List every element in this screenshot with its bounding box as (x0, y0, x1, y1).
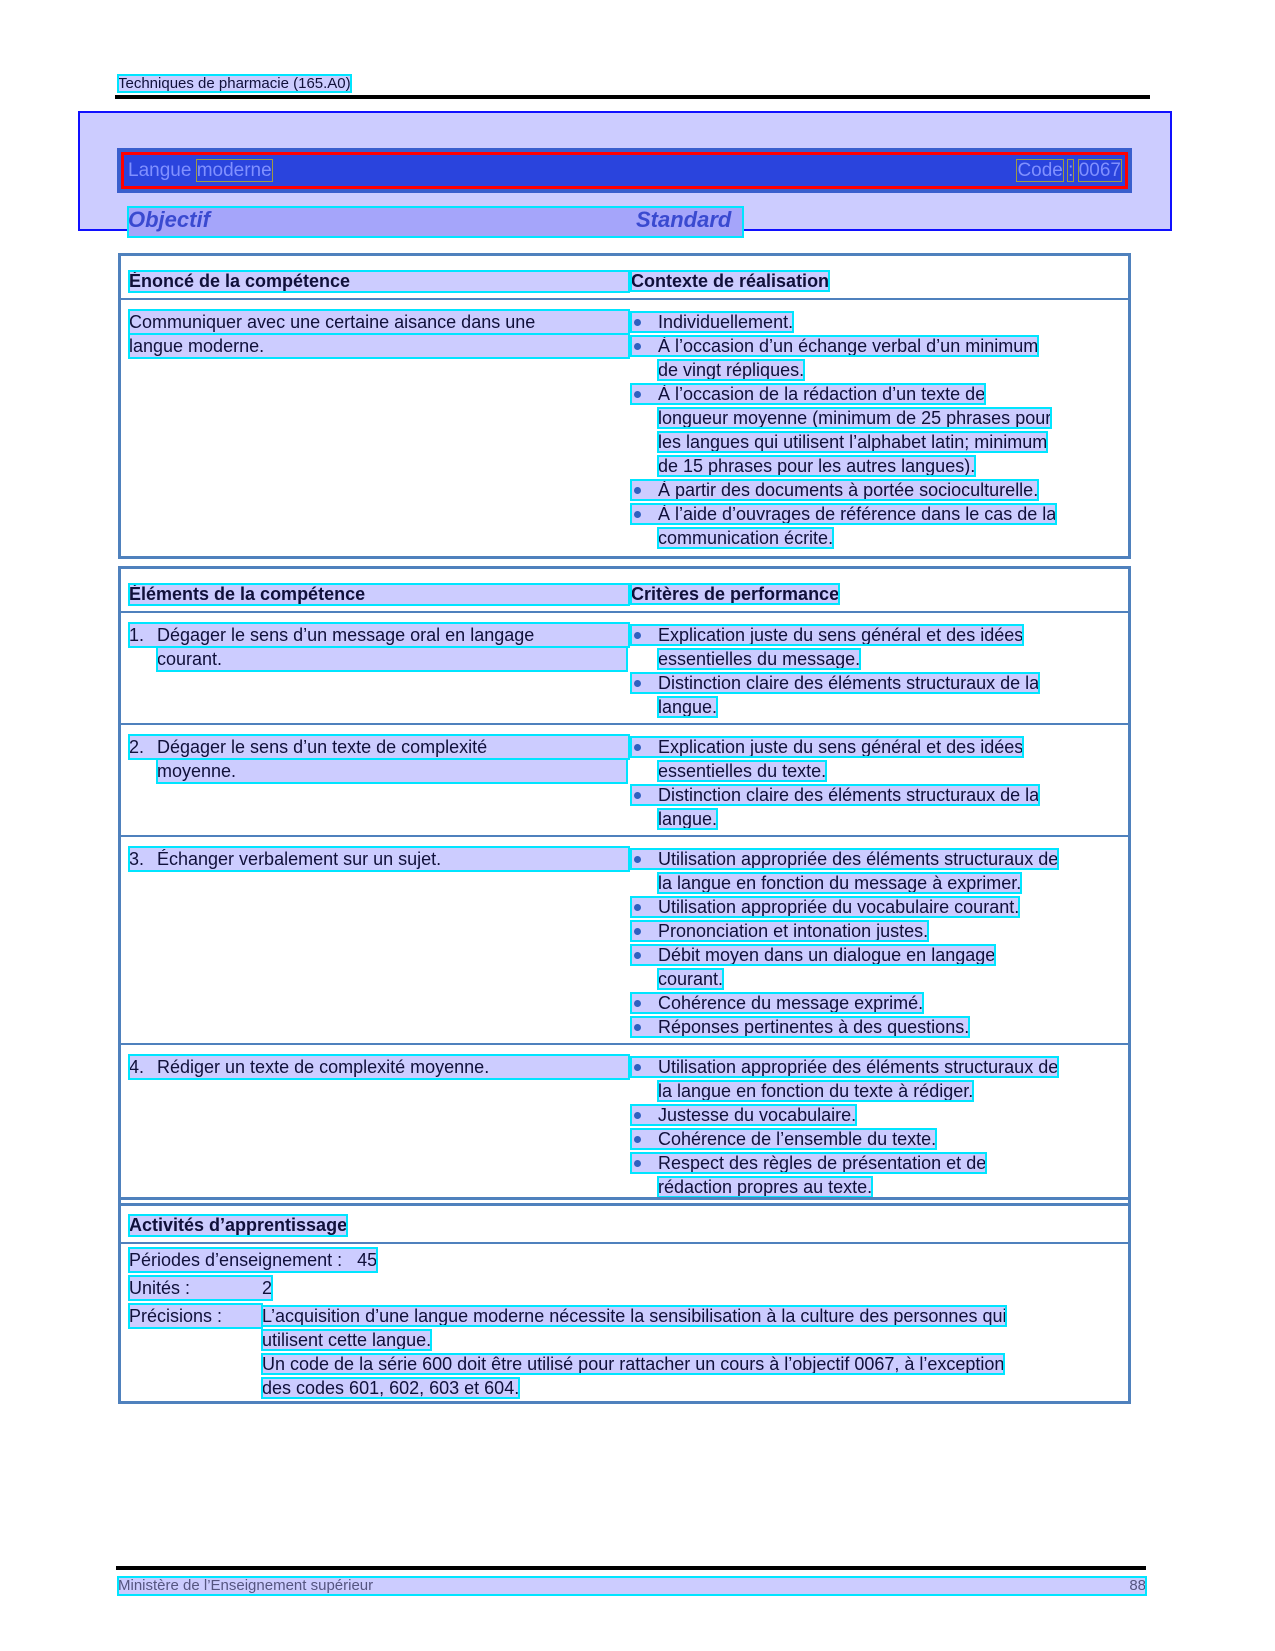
element-line-text: moyenne. (157, 759, 627, 783)
bullet-line (658, 807, 1128, 831)
bullet-icon (634, 343, 641, 350)
element-row (121, 613, 1128, 725)
element-text (121, 623, 631, 719)
bullet-line (658, 382, 1128, 406)
bullet-icon (634, 1024, 641, 1031)
bullet-text: Justesse du vocabulaire. (631, 1105, 856, 1125)
bullet-text: langue. (658, 809, 718, 829)
bullet-line (658, 1079, 1128, 1103)
code-label: Code (1017, 159, 1063, 181)
bullet-item (631, 1127, 1128, 1151)
element-label: Échanger verbalement sur un sujet. (157, 849, 442, 869)
bullet-text: Utilisation appropriée des éléments structuraux de (631, 849, 1058, 869)
bullet-text: de 15 phrases pour les autres langues). (658, 456, 976, 476)
bullet-icon (634, 1136, 641, 1143)
bullet-line (658, 406, 1128, 430)
element-row (121, 1045, 1128, 1203)
code-value: 0067 (1078, 159, 1121, 181)
bullet-item (631, 671, 1128, 719)
criteria-list (631, 735, 1128, 831)
element-row (121, 837, 1128, 1045)
bullet-line (658, 310, 1128, 334)
bullet-text: Respect des règles de présentation et de (631, 1153, 986, 1173)
bullet-line (658, 526, 1128, 550)
bullet-icon (634, 792, 641, 799)
bullet-icon (634, 744, 641, 751)
enonce-line (129, 310, 631, 334)
bullet-icon (634, 952, 641, 959)
unites-value: 2 (262, 1278, 273, 1298)
bullet-text: Cohérence de l’ensemble du texte. (631, 1129, 936, 1149)
precision-line (262, 1376, 1006, 1400)
bullet-icon (634, 1160, 641, 1167)
bullet-text: communication écrite. (658, 528, 834, 548)
criteres-header: Critères de performance (631, 584, 840, 604)
element-text (121, 735, 631, 831)
enonce-table (118, 253, 1131, 559)
precision-text: L’acquisition d’une langue moderne nécessite la sensibilisation à la culture des personnes qui (262, 1306, 1007, 1326)
element-label: Rédiger un texte de complexité moyenne. (157, 1057, 490, 1077)
bullet-line (658, 695, 1128, 719)
element-number: 4. (129, 1057, 145, 1077)
bullet-text: Individuellement. (631, 312, 793, 332)
bullet-icon (634, 511, 641, 518)
precisions-label: Précisions : (129, 1304, 262, 1328)
bullet-line (658, 671, 1128, 695)
bullet-line (658, 502, 1128, 526)
bullet-item (631, 735, 1128, 783)
bullet-item (631, 1015, 1128, 1039)
bullet-item (631, 783, 1128, 831)
bullet-item (631, 895, 1128, 919)
element-text (121, 1055, 631, 1199)
element-line (129, 623, 631, 647)
bullet-item (631, 623, 1128, 671)
objectif-standard-labels (128, 207, 743, 237)
element-line-text (129, 1055, 629, 1079)
bullet-text: langue. (658, 697, 718, 717)
bullet-line (658, 1127, 1128, 1151)
bullet-icon (634, 1112, 641, 1119)
criteria-list (631, 623, 1128, 719)
bullet-text: essentielles du texte. (658, 761, 827, 781)
element-line (129, 1055, 631, 1079)
elements-table (118, 566, 1131, 1206)
element-line-text (129, 847, 629, 871)
periodes-label: Périodes d’enseignement : (129, 1250, 343, 1270)
bullet-text: À l’occasion de la rédaction d’un texte de (631, 384, 985, 404)
bullet-line (658, 759, 1128, 783)
bullet-line (658, 847, 1128, 871)
bullet-icon (634, 487, 641, 494)
element-line (129, 847, 631, 871)
element-number: 1. (129, 625, 145, 645)
enonce-header: Énoncé de la compétence (129, 271, 629, 292)
enonce-line (129, 334, 631, 358)
enonce-text: Communiquer avec une certaine aisance dans une (129, 310, 629, 334)
bullet-item (631, 1055, 1128, 1103)
bullet-text: Cohérence du message exprimé. (631, 993, 923, 1013)
bullet-line (658, 1103, 1128, 1127)
element-row (121, 725, 1128, 837)
precision-line (262, 1328, 1006, 1352)
bullet-text: longueur moyenne (minimum de 25 phrases pour (658, 408, 1052, 428)
bullet-text: À l’occasion d’un échange verbal d’un minimum (631, 336, 1038, 356)
precision-text: utilisent cette langue. (262, 1330, 432, 1350)
bullet-item (631, 382, 1128, 478)
code-sep: : (1068, 159, 1074, 181)
bullet-line (658, 1175, 1128, 1199)
bullet-line (658, 1055, 1128, 1079)
subject-word: Langue (128, 159, 192, 181)
bullet-item (631, 1103, 1128, 1127)
bullet-line (658, 895, 1128, 919)
bullet-line (658, 991, 1128, 1015)
precision-text: Un code de la série 600 doit être utilisé pour rattacher un cours à l’objectif 0067, à l’exception (262, 1354, 1005, 1374)
unites-label: Unités : (129, 1278, 191, 1298)
bullet-line (658, 735, 1128, 759)
bullet-icon (634, 319, 641, 326)
element-line (129, 647, 631, 671)
objectif-label: Objectif (128, 207, 210, 232)
bullet-icon (634, 1064, 641, 1071)
elements-header: Éléments de la compétence (129, 584, 629, 605)
element-line (129, 735, 631, 759)
bullet-text: À l’aide d’ouvrages de référence dans le cas de la (631, 504, 1056, 524)
bullet-icon (634, 1000, 641, 1007)
precision-line (262, 1304, 1006, 1328)
bullet-icon (634, 391, 641, 398)
criteria-list (631, 847, 1128, 1039)
bullet-text: la langue en fonction du texte à rédiger. (658, 1081, 974, 1101)
bullet-text: de vingt répliques. (658, 360, 805, 380)
element-line-text: courant. (157, 647, 627, 671)
bullet-icon (634, 856, 641, 863)
element-line-text (129, 623, 629, 647)
bullet-text: Distinction claire des éléments structuraux de la (631, 785, 1039, 805)
bullet-line (658, 871, 1128, 895)
bullet-line (658, 623, 1128, 647)
bullet-text: les langues qui utilisent l’alphabet latin; minimum (658, 432, 1048, 452)
bullet-line (658, 334, 1128, 358)
bullet-item (631, 502, 1128, 550)
activites-header: Activités d’apprentissage (129, 1215, 348, 1235)
bullet-item (631, 943, 1128, 991)
bullet-line (658, 647, 1128, 671)
element-line-text (129, 735, 629, 759)
bullet-icon (634, 680, 641, 687)
bullet-text: À partir des documents à portée socioculturelle. (631, 480, 1038, 500)
element-number: 2. (129, 737, 145, 757)
standard-label: Standard (636, 207, 732, 232)
competency-title-bar (117, 148, 1132, 193)
page-number: 88 (1129, 1577, 1146, 1594)
bullet-text: courant. (658, 969, 724, 989)
bullet-line (658, 919, 1128, 943)
unites-row (129, 1276, 272, 1300)
bullet-text: Utilisation appropriée du vocabulaire courant. (631, 897, 1019, 917)
bullet-text: Utilisation appropriée des éléments structuraux de (631, 1057, 1058, 1077)
bullet-text: essentielles du message. (658, 649, 861, 669)
element-text (121, 847, 631, 1039)
bullet-item (631, 991, 1128, 1015)
bullet-text: Débit moyen dans un dialogue en langage (631, 945, 995, 965)
element-line (129, 759, 631, 783)
bullet-item (631, 478, 1128, 502)
bullet-text: Distinction claire des éléments structuraux de la (631, 673, 1039, 693)
periodes-value: 45 (357, 1250, 378, 1270)
periodes-row (129, 1248, 377, 1272)
enonce-text: langue moderne. (129, 334, 629, 358)
bullet-item (631, 847, 1128, 895)
footer-ministry: Ministère de l’Enseignement supérieur (118, 1577, 374, 1594)
precision-text: des codes 601, 602, 603 et 604. (262, 1378, 520, 1398)
bullet-line (658, 430, 1128, 454)
criteria-list (631, 1055, 1128, 1199)
bullet-line (658, 358, 1128, 382)
contexte-header: Contexte de réalisation (631, 271, 830, 291)
bullet-line (658, 1015, 1128, 1039)
header-rule (115, 95, 1150, 99)
bullet-text: Explication juste du sens général et des idées (631, 737, 1023, 757)
bullet-item (631, 310, 1128, 334)
bullet-line (658, 967, 1128, 991)
bullet-line (658, 478, 1128, 502)
bullet-text: Prononciation et intonation justes. (631, 921, 928, 941)
bullet-text: la langue en fonction du message à exprimer. (658, 873, 1022, 893)
running-header: Techniques de pharmacie (165.A0) (118, 75, 351, 92)
element-label: Dégager le sens d’un message oral en langage (157, 625, 535, 645)
page-footer (118, 1577, 1146, 1595)
activites-table (118, 1197, 1131, 1404)
bullet-icon (634, 904, 641, 911)
bullet-line (658, 783, 1128, 807)
precision-line (262, 1352, 1006, 1376)
bullet-text: Explication juste du sens général et des idées (631, 625, 1023, 645)
bullet-line (658, 454, 1128, 478)
bullet-text: rédaction propres au texte. (658, 1177, 873, 1197)
bullet-icon (634, 632, 641, 639)
bullet-line (658, 1151, 1128, 1175)
element-number: 3. (129, 849, 145, 869)
bullet-item (631, 1151, 1128, 1199)
bullet-item (631, 919, 1128, 943)
footer-rule (116, 1566, 1146, 1570)
bullet-line (658, 943, 1128, 967)
bullet-text: Réponses pertinentes à des questions. (631, 1017, 969, 1037)
subject-word: moderne (196, 159, 272, 181)
element-label: Dégager le sens d’un texte de complexité (157, 737, 488, 757)
bullet-item (631, 334, 1128, 382)
bullet-icon (634, 928, 641, 935)
